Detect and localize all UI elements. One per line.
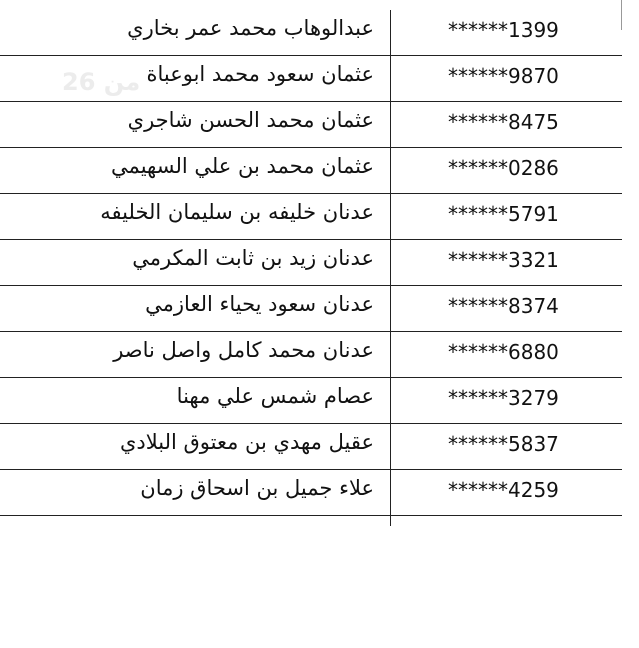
masked-id-cell: ******4259 [448, 478, 559, 502]
name-cell: عثمان محمد الحسن شاجري [127, 108, 374, 132]
name-cell: عدنان سعود يحياء العازمي [145, 292, 374, 316]
table-row [0, 102, 622, 148]
masked-id-cell: ******8374 [448, 294, 559, 318]
masked-id-cell: ******5791 [448, 202, 559, 226]
masked-id-cell: ******6880 [448, 340, 559, 364]
table-row [0, 10, 622, 56]
masked-id-cell: ******3321 [448, 248, 559, 272]
masked-id-cell: ******0286 [448, 156, 559, 180]
name-cell: عدنان خليفه بن سليمان الخليفه [100, 200, 374, 224]
masked-id-cell: ******3279 [448, 386, 559, 410]
table-row [0, 378, 622, 424]
table-row [0, 424, 622, 470]
table-row [0, 194, 622, 240]
name-cell: علاء جميل بن اسحاق زمان [140, 476, 374, 500]
name-cell: عبدالوهاب محمد عمر بخاري [127, 16, 374, 40]
faint-watermark-text: من 26 [62, 68, 141, 96]
table-row [0, 286, 622, 332]
name-cell: عثمان سعود محمد ابوعباة [146, 62, 374, 86]
name-cell: عدنان محمد كامل واصل ناصر [113, 338, 374, 362]
name-cell: عثمان محمد بن علي السهيمي [111, 154, 374, 178]
table-row [0, 332, 622, 378]
masked-id-cell: ******5837 [448, 432, 559, 456]
name-cell: عصام شمس علي مهنا [176, 384, 374, 408]
table-row [0, 148, 622, 194]
masked-id-cell: ******8475 [448, 110, 559, 134]
table-row [0, 240, 622, 286]
names-table [0, 10, 622, 516]
column-divider [390, 10, 391, 526]
table-row [0, 470, 622, 516]
masked-id-cell: ******1399 [448, 18, 559, 42]
name-cell: عقيل مهدي بن معتوق البلادي [119, 430, 374, 454]
table-row [0, 56, 622, 102]
masked-id-cell: ******9870 [448, 64, 559, 88]
name-cell: عدنان زيد بن ثابت المكرمي [132, 246, 374, 270]
